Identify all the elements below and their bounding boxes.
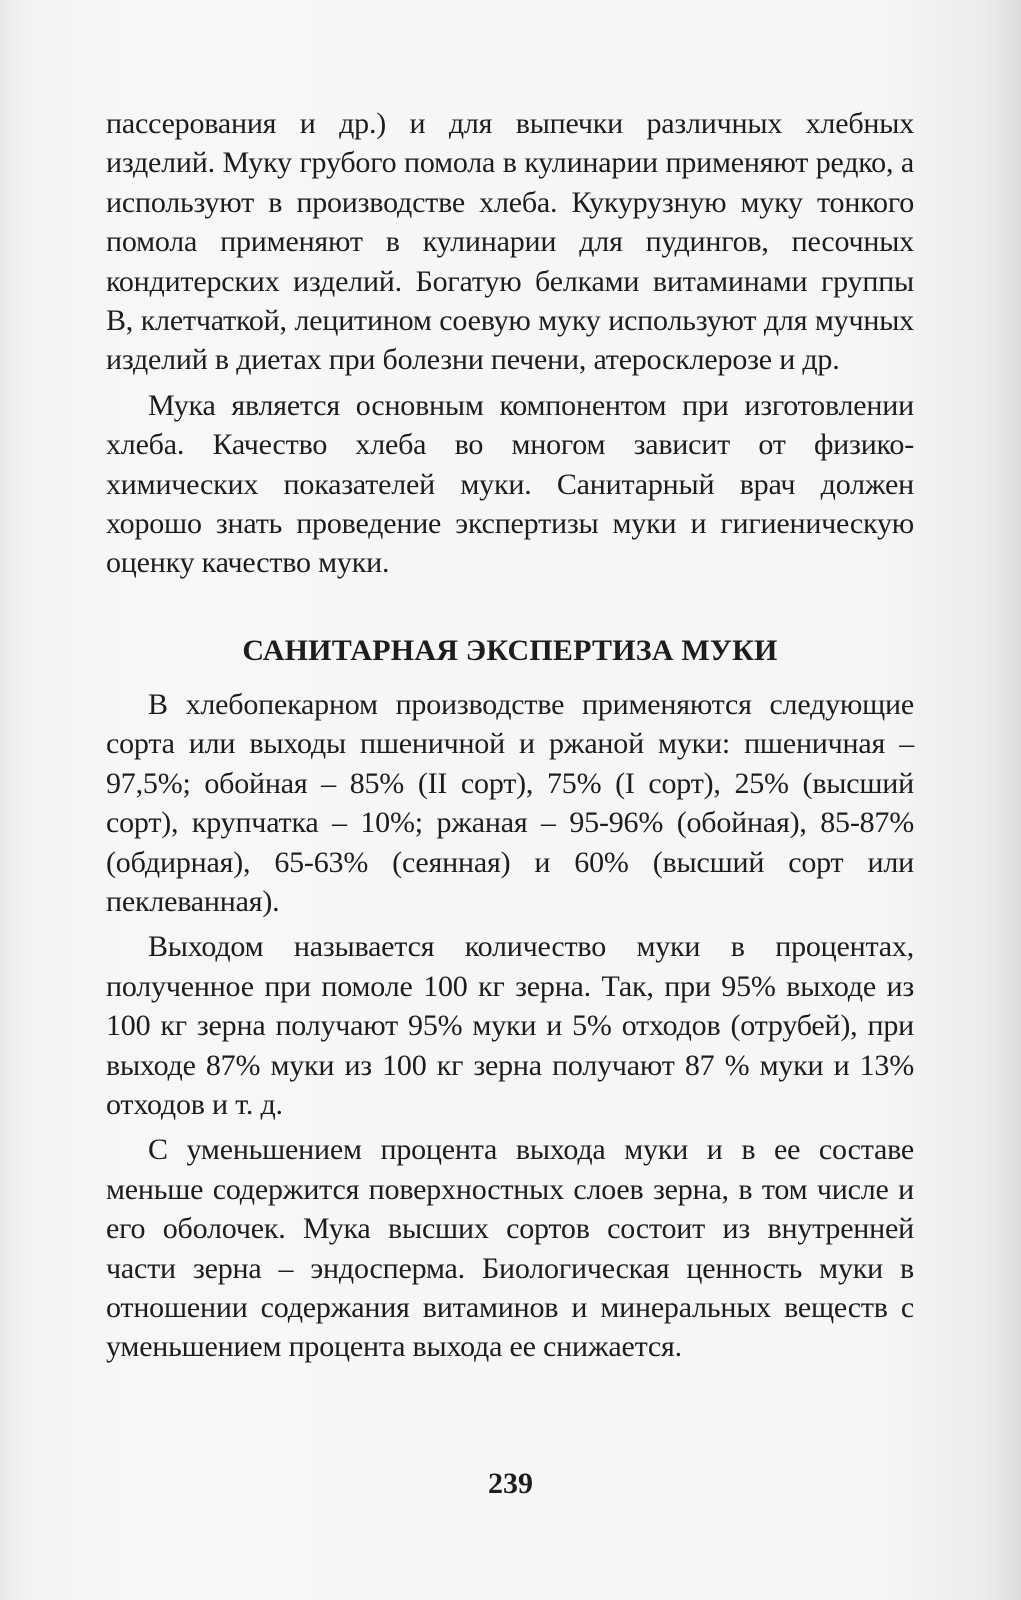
page-number: 239 xyxy=(488,1467,533,1500)
paragraph-yield-definition: Выходом называется количество муки в процентах, полученное при помоле 100 кг зерна. Так, при 95% выходе из 100 кг зерна получают 95% муки и 5% отходов (отрубей), при выходе 87% муки из 100 кг зерна получают 87 % муки и 13% отходов и т. д. xyxy=(106,930,914,1121)
paragraph-yield-effect: С уменьшением процента выхода муки и в ее составе меньше содержится поверхностных слоев зерна, в том числе и его оболочек. Мука высших сортов состоит из внутренней части зерна – эндосперма. Биологическая ценность муки в отношении содержания витаминов и минеральных веществ с уменьшением процента выхода ее снижается. xyxy=(106,1133,914,1364)
paragraph-continuation: пассерования и др.) и для выпечки различных хлебных изделий. Муку грубого помола в кулинарии применяют редко, а используют в производстве хлеба. Кукурузную муку тонкого помола применяют в кулинарии для пудингов, песочных кондитерских изделий. Богатую белками витаминами группы В, клетчаткой, лецитином соевую муку используют для мучных изделий в диетах при болезни печени, атеросклерозе и др. xyxy=(106,107,914,377)
body-text xyxy=(106,104,914,1367)
section-heading: САНИТАРНАЯ ЭКСПЕРТИЗА МУКИ xyxy=(242,633,778,667)
paragraph-flour-grades: В хлебопекарном производстве применяются следующие сорта или выходы пшеничной и ржаной муки: пшеничная – 97,5%; обойная – 85% (II сорт), 75% (I сорт), 25% (высший сорт), крупчатка – 10%; ржаная – 95-96% (обойная), 85-87% (обдирная), 65-63% (сеянная) и 60% (высший сорт или пеклеванная). xyxy=(106,687,914,918)
paragraph-flour-role: Мука является основным компонентом при изготовлении хлеба. Качество хлеба во многом зависит от физико-химических показателей муки. Санитарный врач должен хорошо знать проведение экспертизы муки и гигиеническую оценку качество муки. xyxy=(106,388,914,580)
